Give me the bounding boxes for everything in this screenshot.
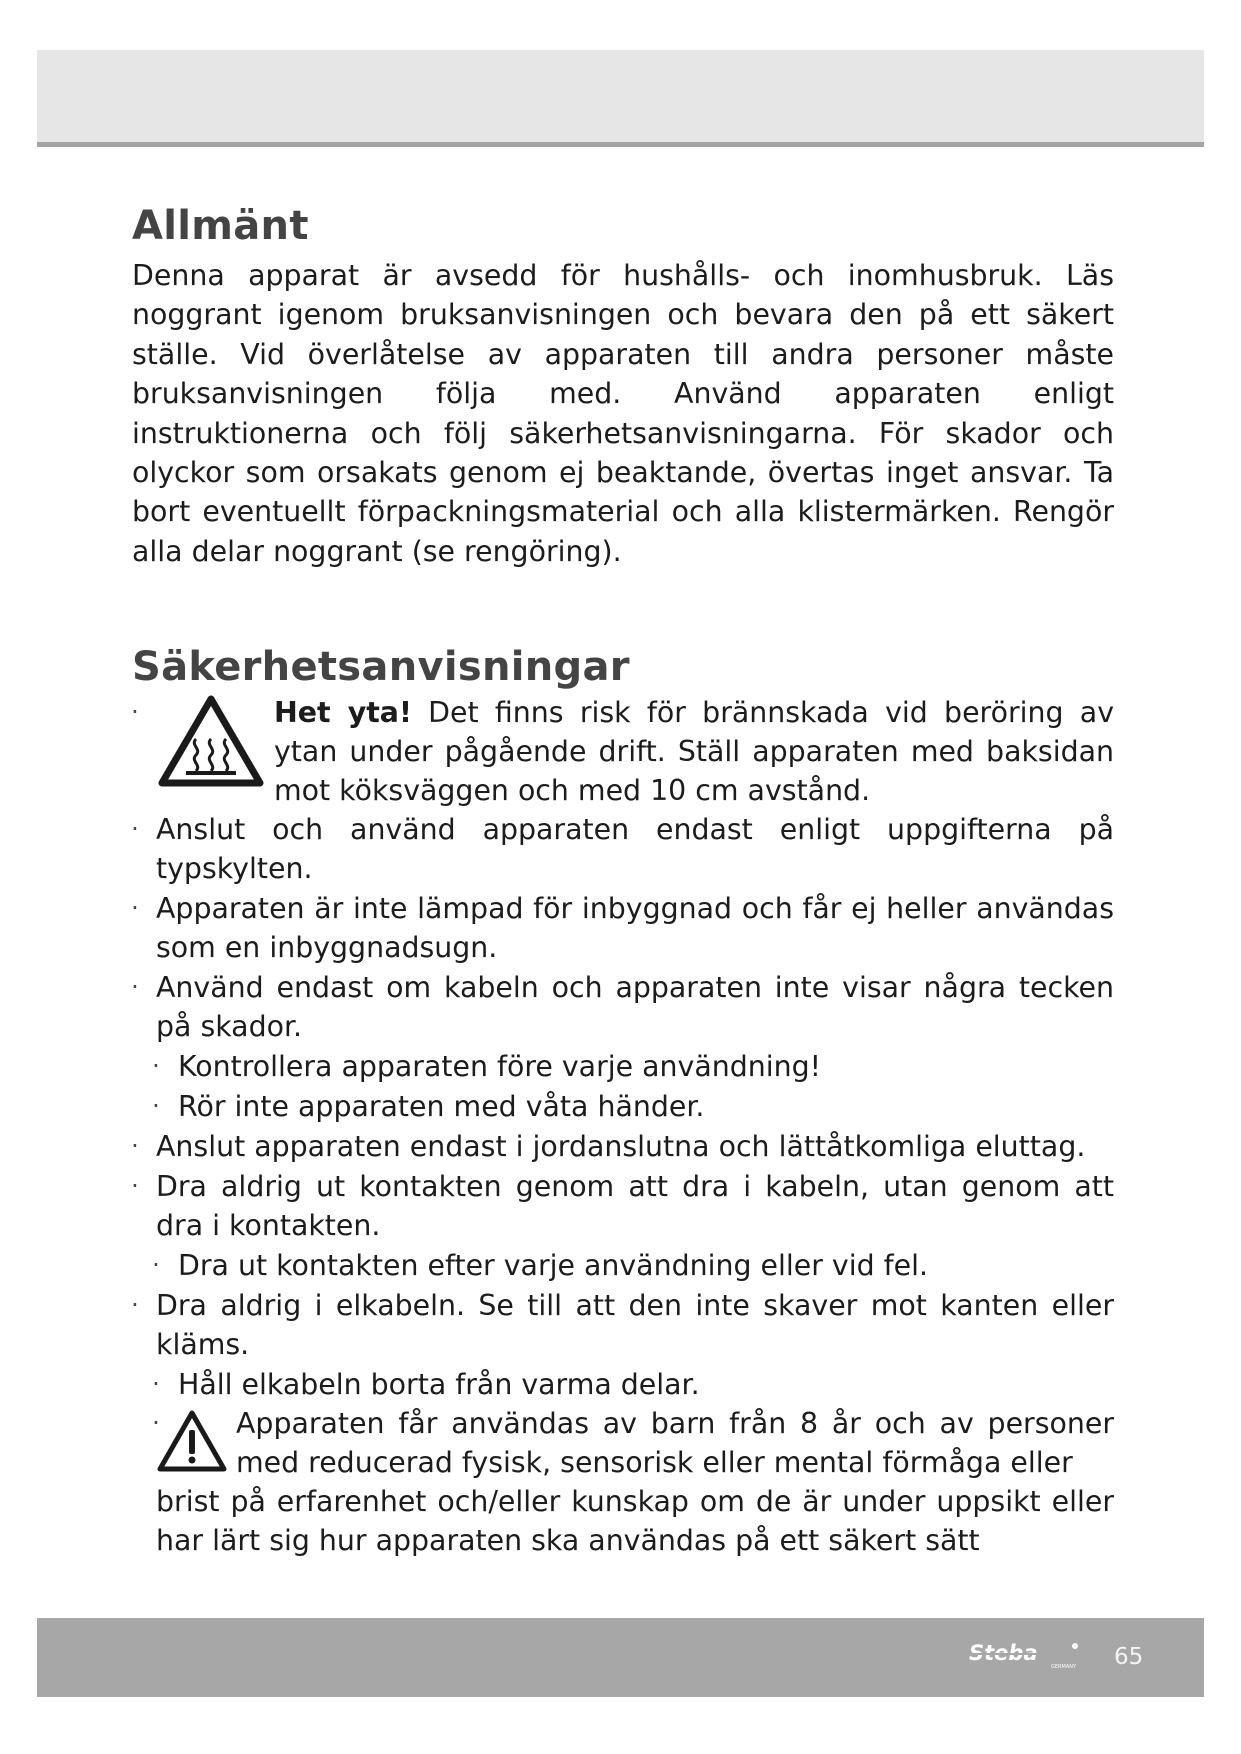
list-item: · Anslut apparaten endast i jordanslutna och lättåtkomliga eluttag. <box>131 1130 1086 1164</box>
general-text: Denna apparat är avsedd för hushålls- och inomhusbruk. Läs noggrant igenom bruksanvisningen och bevara den på ett säkert ställe. Vid överlåtelse av apparaten till andra personer måste bruksanvisningen följa med. Använd apparaten enligt instruktionerna och följ säkerhetsanvisningarna. För skador och olyckor som orsakats genom ej beaktande, övertas inget ansvar. Ta bort eventuellt förpackningsmaterial och alla klistermärken. Rengör alla delar noggrant (se rengöring). <box>132 259 1114 568</box>
caution-text-lead: Apparaten får användas av barn från 8 år och av personer med reducerad fysisk, sensorisk eller mental förmåga eller <box>236 1407 1114 1480</box>
bullet: · <box>152 1409 160 1438</box>
caution-text-rest: brist på erfarenhet och/eller kunskap om de är under uppsikt eller har lärt sig hur apparaten ska användas på ett säkert sätt <box>156 1485 1114 1558</box>
page-content <box>132 200 1114 1560</box>
hot-surface-warning-icon <box>156 693 266 789</box>
safety-heading: Säkerhetsanvisningar <box>132 644 630 691</box>
hot-surface-text <box>132 693 1114 810</box>
brand-sub: GERMANY <box>1051 1664 1077 1670</box>
list-item: · Dra ut kontakten efter varje användning eller vid fel. <box>152 1249 929 1283</box>
steba-logo <box>967 1640 1087 1670</box>
list-item: · Dra aldrig ut kontakten genom att dra i kabeln, utan genom att dra i kontakten. <box>131 1170 1114 1243</box>
list-item: · Håll elkabeln borta från varma delar. <box>152 1368 700 1402</box>
list-item: · Använd endast om kabeln och apparaten inte visar några tecken på skador. <box>131 971 1114 1044</box>
list-item: · Apparaten är inte lämpad för inbyggnad och får ej heller användas som en inbyggnadsugn. <box>131 892 1114 965</box>
hot-surface-label: Het yta! <box>274 696 412 730</box>
bullet: · <box>131 698 139 727</box>
list-item: · Dra aldrig i elkabeln. Se till att den inte skaver mot kanten eller kläms. <box>131 1289 1114 1362</box>
caution-warning-icon <box>156 1408 228 1474</box>
brand-name: Steba <box>969 1641 1038 1665</box>
list-item: · Anslut och använd apparaten endast enligt uppgifterna på typskylten. <box>131 813 1114 886</box>
list-item: · Kontrollera apparaten före varje användning! <box>152 1050 822 1084</box>
caution-warning <box>132 1404 1114 1560</box>
header-band <box>37 50 1204 147</box>
footer-band <box>37 1618 1204 1697</box>
safety-list <box>132 810 1114 1404</box>
list-item: · Rör inte apparaten med våta händer. <box>152 1090 705 1124</box>
page-number: 65 <box>1114 1644 1144 1670</box>
hot-surface-description: Det finns risk för brännskada vid beröring av ytan under pågående drift. Ställ apparaten med baksidan mot köksväggen och med 10 cm avstånd. <box>274 696 1115 808</box>
general-heading: Allmänt <box>132 203 309 249</box>
hot-surface-warning <box>132 693 1114 810</box>
